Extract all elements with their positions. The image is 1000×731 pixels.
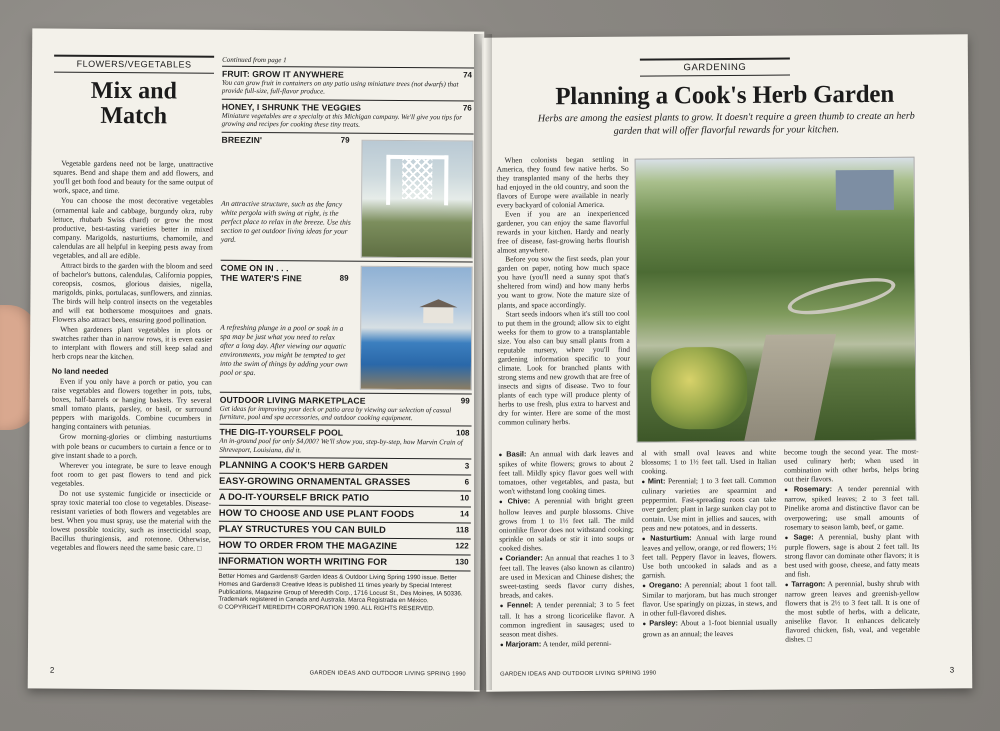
paragraph: When gardeners plant vegetables in plots or swatches rather than in narrow rows, it is even easier to interplant with flowers and still keep salad and herb crops near the kitchen.: [51, 324, 213, 362]
continued-note: Continued from page 1: [222, 55, 287, 65]
footer-left: GARDEN IDEAS AND OUTDOOR LIVING SPRING 1990: [309, 670, 466, 678]
contents-column: [218, 56, 474, 654]
paragraph: Do not use systemic fungicide or insecticide or spray toxic material too close to vegetables. Disease-resistant varieties of both flowers and vegetables are best. When you must spray, use the material with the lowest possible toxicity, such as insecticidal soap, Bacillus thuringiensis, and rotenone. Otherwise, vegetables and flowers need the same basic care. □: [50, 488, 212, 553]
herb-entry: ● Nasturtium: Annual with large round leaves and yellow, orange, or red flowers; 1½ feet tall. Peppery flavor in leaves, flowers. Use both uncooked in salads and as a garnish.: [641, 532, 777, 580]
paragraph: When colonists began settling in America, they found few native herbs. So they transplanted many of the herbs they had enjoyed in the old country, and soon the flavors of Europe were available in nearly every backyard of colonial America.: [496, 154, 629, 210]
page-number: 99: [460, 395, 470, 406]
herb-column-1: [499, 449, 635, 651]
herb-entry: ● Chive: A perennial with bright green hollow leaves and purple blossoms. Chive grows from 1 to 1½ feet tall. The mild onionlike flavor does not withstand cooking; sprinkle on salads or stir it into soups or cooked dishes.: [498, 496, 634, 553]
herb-column-2: al with small oval leaves and white blossoms; 1 to 1½ feet tall. Used in Italian cooking. ● Mint: Perennial; 1 to 3 feet tall. Common culinary varieties are spearmint and peppermint. Fast-spreading roots can take over garden; plant in large sunken clay pot to contain. Use mint in jellies and sauces, with peas and new potatoes, and in desserts. ● Nasturtium: Annual with large round leaves and yellow, orange, or red flowers; 1½ feet tall. Peppery flavor in leaves, flowers. Use both uncooked in salads and as a garnish. ● Oregano: A perennial; about 1 foot tall. Similar to marjoram, but has much stronger flavor. Use sparingly on pizzas, in stews, and in other full-flavored dishes. ● Parsley: About a 1-foot biennial usually grown as an annual; the leaves: [641, 447, 778, 639]
herb-entry: ● Mint: Perennial; 1 to 3 feet tall. Common culinary varieties are spearmint and peppermint. Fast-spreading roots can take over garden; plant in large sunken clay pot to contain. Use mint in jellies and sauces, with peas and new potatoes, and in desserts.: [641, 475, 777, 533]
paragraph: Start seeds indoors when it's still too cool to put them in the ground; allow six to eight weeks for them to grow to a transplantable size. You also can buy small plants from a reputable nursery, where you'll find gardening information specific to your climate. Look for branched plants with strong stems and new growth that are free of insects and signs of disease. Two to four plants of each type will produce plenty of herbs to use fresh, plus extra to harvest and dry for winter. Here are some of the most common culinary herbs.: [497, 308, 631, 427]
spine-gutter: [474, 34, 492, 690]
paragraph: Grow morning-glories or climbing nasturtiums with pole beans or cucumbers to curtain a fence or to give instant shade to a porch.: [51, 432, 212, 460]
article-deck: Herbs are among the easiest plants to grow. It doesn't require a green thumb to create an herb garden that will offer flavorful rewards for your kitchen.: [537, 110, 915, 137]
page-number: 74: [463, 70, 473, 80]
section-tag-gardening: GARDENING: [640, 58, 790, 77]
footer-right: GARDEN IDEAS AND OUTDOOR LIVING SPRING 1990: [500, 670, 657, 678]
paragraph: Attract birds to the garden with the bloom and seed of bachelor's buttons, calendulas, California poppies, coreopsis, cosmos, glorious daisies, nigella, marigolds, pinks, portulacas, sunflowers, and zinnias. The birds will help control insects on the vegetables and will eat bothersome mosquitoes and gnats. Flowers also attract bees, ensuring good pollination.: [52, 260, 213, 325]
paragraph: You can choose the most decorative vegetables (ornamental kale and cabbage, burgundy okra, ruby lettuce, rhubarb Swiss chard) or grow the most productive, best-tasting varieties better in mixed company. Marigolds, nasturtiums, chamomile, and calendulas are all helpful in keeping pests away from vegetables, and all are edible.: [52, 196, 214, 260]
herb-entry: ● Rosemary: A tender perennial with narrow, spiked leaves; 2 to 3 feet tall. Pinelike aroma and distinctive flavor can be overpowering; use small amounts of rosemary to season lamb, beef, or game.: [784, 483, 920, 532]
toc-item-veggies[interactable]: HONEY, I SHRUNK THE VEGGIES 76 Miniature vegetables are a specialty at this Michigan company. We'll give you tips for growing and recipes for cooking these tiny treats.: [222, 99, 474, 134]
herb-entry: ● Basil: An annual with dark leaves and spikes of white flowers; grows to about 2 feet tall. Mildly spicy flavor goes well with tomatoes, other vegetables, and pasta, but won't withstand long cooking times.: [498, 448, 634, 497]
section-tag-flowers: FLOWERS/VEGETABLES: [54, 55, 214, 74]
paragraph: Vegetable gardens need not be large, unattractive squares. Bend and shape them and add flowers, and you'll get both food and beauty for the same output of work, space, and time.: [53, 158, 214, 196]
page-number: 89: [339, 273, 349, 283]
page-number: 108: [456, 428, 470, 438]
herb-entry: ● Marjoram: A tender, mild perenni-: [499, 638, 612, 649]
pergola-photo: [361, 139, 474, 258]
page-number-right: 3: [949, 665, 955, 675]
toc-item-dig-pool[interactable]: THE DIG-IT-YOURSELF POOL 108 An in-ground pool for only $4,000? We'll show you, step-by-step, how Marvin Crain of Shreveport, Louisiana, did it.: [219, 424, 471, 459]
herb-list: [499, 447, 920, 651]
toc-item-breezin[interactable]: BREEZIN' 79 An attractive structure, such as the fancy white pergola with swing at right, is the perfect place to relax in the breeze. Use this section to get outdoor living ideas for your yard.: [221, 131, 474, 261]
page-number: 79: [340, 135, 350, 145]
toc-item-marketplace[interactable]: OUTDOOR LIVING MARKETPLACE 99 Get ideas for improving your deck or patio area by viewing our selection of casual furniture, pool and spa accessories, and outdoor cooking equipment.: [220, 391, 472, 426]
herb-column-3: become tough the second year. The most-used culinary herb; when used in combination with other herbs, helps bring out their flavors. ● Rosemary: A tender perennial with narrow, spiked leaves; 2 to 3 feet tall. Pinelike aroma and distinctive flavor can be overpowering; use small amounts of rosemary to season lamb, beef, or game. ● Sage: A perennial, bushy plant with purple flowers, sage is about 2 feet tall. Its strong flavor can dominate other flavors; it is best used with goose, cheese, and fatty meats and fish. ● Tarragon: A perennial, bushy shrub with narrow green leaves and greenish-yellow flowers that is 2½ to 3 feet tall. It is one of the most subtle of herbs, with a delicate, aniselike flavor. It enhances delicately flavored chicken, fish, veal, and vegetable dishes. □: [783, 446, 920, 645]
article-title-mix-match: Mix and Match: [90, 77, 177, 130]
paragraph: Wherever you integrate, be sure to leave enough foot room to get past flowers to tend and pick vegetables.: [51, 460, 212, 488]
paragraph: Even if you are an inexperienced gardener, you can enjoy the same flavorful rewards in your kitchen. Hardy and nearly free of disease, fast-growing herbs flourish almost anywhere.: [496, 208, 630, 255]
right-page: [482, 34, 973, 691]
herb-entry: ● Fennel: A tender perennial; 3 to 5 feet tall. It has a strong licoricelike flavor. A common ingredient in sausages; used to season meat dishes.: [499, 599, 635, 639]
herb-entry: ● Tarragon: A perennial, bushy shrub with narrow green leaves and greenish-yellow flowers that is 2½ to 3 feet tall. It is one of the most subtle of herbs, with a delicate, aniselike flavor. It enhances delicately flavored chicken, fish, veal, and vegetable dishes. □: [784, 578, 920, 645]
toc-short-list: [219, 457, 472, 571]
toc-item-plant-foods[interactable]: HOW TO CHOOSE AND USE PLANT FOODS 14: [219, 505, 471, 523]
toc-item-herb-garden[interactable]: PLANNING A COOK'S HERB GARDEN 3: [219, 457, 471, 475]
toc-item-grasses[interactable]: EASY-GROWING ORNAMENTAL GRASSES 6: [219, 473, 471, 491]
page-number-left: 2: [49, 665, 55, 675]
herb-entry: ● Coriander: An annual that reaches 1 to 3 feet tall. The leaves (also known as cilantro) are used in Mexican and Chinese dishes; the sweet-tasting seeds flavor curry dishes, breads, and cakes.: [499, 552, 635, 600]
article-title-herb-garden: Planning a Cook's Herb Garden: [555, 80, 895, 111]
publication-credits: Better Homes and Gardens® Garden Ideas & Outdoor Living Spring 1990 issue. Better Homes and Gardens® Creative Ideas is published 11 times yearly by Special Interest Publications, Magazine Group of Meredith Corp., 1716 Locust St., Des Moines, IA 50336. Trademark registered in Canada and Australia. Marca Registrada en México. © COPYRIGHT MEREDITH CORPORATION 1990. ALL RIGHTS RESERVED.: [218, 569, 470, 614]
paragraph: Even if you only have a porch or patio, you can raise vegetables and flowers together in pots, tubs, boxes, half-barrels or hanging baskets. Try several small tomato plants, parsley, or basil, or surround peppers with marigolds. Combine cucumbers in hanging containers with petunias.: [51, 376, 212, 432]
herb-entry: ● Oregano: A perennial; about 1 foot tall. Similar to marjoram, but has much stronger flavor. Use sparingly on pizzas, in stews, and in other full-flavored dishes.: [642, 579, 778, 618]
left-page: [28, 28, 485, 691]
toc-item-pool[interactable]: COME ON IN . . . THE WATER'S FINE 89 A refreshing plunge in a pool or soak in a spa may be just what you need to relax after a long day. After viewing our aquatic environments, you might be tempted to get into the swim of things by adding your own pool or spa.: [220, 259, 473, 393]
intro-column: [497, 155, 631, 427]
herb-entry: ● Parsley: About a 1-foot biennial usually grown as an annual; the leaves: [642, 618, 778, 639]
paragraph: Before you sow the first seeds, plan your garden on paper, noting how much space you have (you'll need a sunny spot that's sheltered from wind) and how many herbs you want to grow. Note the mature size of plants, and space accordingly.: [497, 254, 630, 310]
toc-item-order[interactable]: HOW TO ORDER FROM THE MAGAZINE 122: [219, 537, 471, 555]
toc-item-information[interactable]: INFORMATION WORTH WRITING FOR 130: [219, 553, 471, 571]
herb-entry: ● Sage: A perennial, bushy plant with purple flowers, sage is about 2 feet tall. Its strong flavor can dominate other flavors; it is best used with goose, cheese, and fatty meats and fish.: [784, 531, 920, 579]
toc-item-fruit[interactable]: FRUIT: GROW IT ANYWHERE 74 You can grow fruit in containers on any patio using miniature trees (not dwarfs) that provide full-size, full-flavor produce.: [222, 66, 474, 101]
page-number: 76: [462, 103, 472, 113]
subhead-no-land: No land needed: [51, 366, 109, 377]
herb-garden-photo: [635, 157, 917, 443]
toc-item-play-structures[interactable]: PLAY STRUCTURES YOU CAN BUILD 118: [219, 521, 471, 539]
toc-item-brick-patio[interactable]: A DO-IT-YOURSELF BRICK PATIO 10: [219, 489, 471, 507]
pool-photo: [360, 265, 473, 390]
copyright: © COPYRIGHT MEREDITH CORPORATION 1990. ALL RIGHTS RESERVED.: [218, 603, 435, 613]
mix-match-column: [50, 55, 214, 652]
